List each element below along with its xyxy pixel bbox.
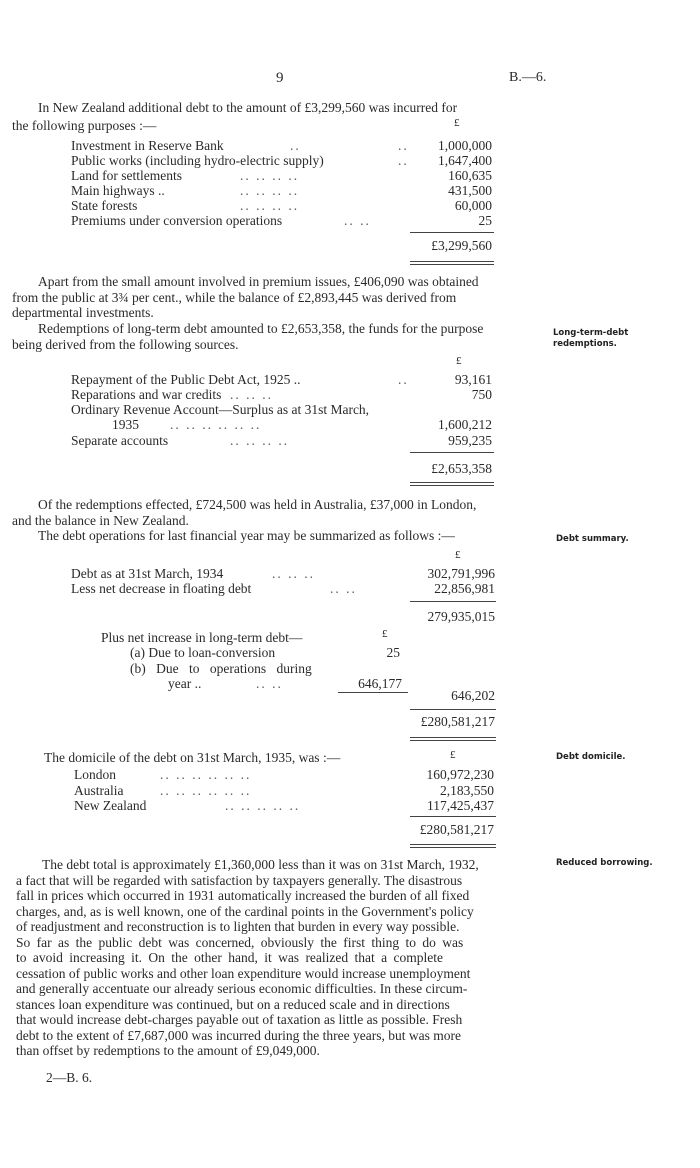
sidenote-line: redemptions. <box>553 339 617 349</box>
summary-currency: £ <box>455 549 461 561</box>
domicile-label: Australia <box>74 783 124 798</box>
summary-grand-total: £280,581,217 <box>420 714 495 729</box>
leader-dots: .. .. .. .. .. .. <box>160 783 252 798</box>
summary-amount: 22,856,981 <box>434 581 495 596</box>
domicile-amount: 117,425,437 <box>427 798 494 813</box>
inner-currency: £ <box>382 628 388 640</box>
leader-dots: .. .. <box>330 581 357 596</box>
purpose-label: Premiums under conversion operations <box>71 213 283 228</box>
total-rule <box>410 709 496 710</box>
para2-line: from the public at 3¾ per cent., while the balance of £2,893,445 was derived from <box>12 290 457 305</box>
domicile-currency: £ <box>450 749 456 761</box>
para3-line: Redemptions of long-term debt amounted to £2,653,358, the funds for the purpose <box>38 321 484 336</box>
leader-dots: .. .. <box>344 213 371 228</box>
leader-dots: .. .. .. .. .. .. <box>170 417 262 432</box>
total-rule <box>410 452 494 453</box>
final-line: to avoid increasing it. On the other hand, it was realized that a complete <box>16 950 443 965</box>
sources-total: £2,653,358 <box>431 461 492 476</box>
leader-dots: .. .. .. .. <box>240 168 300 183</box>
para2-line: departmental investments. <box>12 305 154 320</box>
total-double-rule <box>410 844 496 848</box>
para4-line: and the balance in New Zealand. <box>12 513 189 528</box>
source-amount: 93,161 <box>454 372 492 387</box>
summary-subtotal: 279,935,015 <box>427 609 495 624</box>
final-line: charges, and, as is well known, one of the cardinal points in the Government's policy <box>16 904 474 919</box>
purpose-amount: 60,000 <box>454 198 492 213</box>
leader-dots: .. .. .. .. <box>240 183 300 198</box>
para2-line: Apart from the small amount involved in premium issues, £406,090 was obtained <box>38 274 479 289</box>
source-label: Ordinary Revenue Account—Surplus as at 31st March, <box>71 402 370 417</box>
total-double-rule <box>410 737 496 741</box>
plus-label: Plus net increase in long-term debt— <box>101 630 303 645</box>
purpose-label: Public works (including hydro-electric supply) <box>71 153 324 168</box>
leader-dots: .. .. .. <box>230 387 273 402</box>
leader-dots: .. <box>398 372 409 387</box>
intro-line-1: In New Zealand additional debt to the amount of £3,299,560 was incurred for <box>38 100 458 115</box>
purpose-amount: 431,500 <box>448 183 492 198</box>
leader-dots: .. <box>398 138 409 153</box>
due-a-label: (a) Due to loan-conversion <box>130 645 276 660</box>
source-label: Separate accounts <box>71 433 169 448</box>
summary-label: Less net decrease in floating debt <box>71 581 252 596</box>
summary-label: Debt as at 31st March, 1934 <box>71 566 224 581</box>
leader-dots: .. <box>290 138 301 153</box>
source-amount: 1,600,212 <box>438 417 492 432</box>
footer-signature: 2—B. 6. <box>46 1070 93 1085</box>
domicile-intro: The domicile of the debt on 31st March, 1935, was :— <box>44 750 341 765</box>
final-line: a fact that will be regarded with satisfaction by taxpayers generally. The disastrous <box>16 873 463 888</box>
final-line: of readjustment and reconstruction is to lighten that burden in every way possible. <box>16 919 460 934</box>
leader-dots: .. <box>398 153 409 168</box>
leader-dots: .. .. .. .. .. <box>225 798 301 813</box>
para3-line: being derived from the following sources. <box>12 337 239 352</box>
due-b-line-1: (b) Due to operations during <box>130 661 312 676</box>
final-line: fall in prices which occurred in 1931 automatically increased the burden of all fixed <box>16 888 470 903</box>
final-line: and generally accentuate our already serious economic difficulties. In these circum- <box>16 981 468 996</box>
final-line: So far as the public debt was concerned, obviously the first thing to do was <box>16 935 464 950</box>
domicile-label: London <box>74 767 116 782</box>
leader-dots: .. .. .. <box>272 566 315 581</box>
sidenote-debt-domicile: Debt domicile. <box>556 752 626 762</box>
final-line: The debt total is approximately £1,360,000 less than it was on 31st March, 1932, <box>42 857 479 872</box>
final-line: debt to the extent of £7,687,000 was incurred during the three years, but was more <box>16 1028 461 1043</box>
source-label: 1935 <box>112 417 139 432</box>
purpose-label: Land for settlements <box>71 168 182 183</box>
purpose-label: State forests <box>71 198 138 213</box>
leader-dots: .. .. .. .. .. .. <box>160 767 252 782</box>
final-line: than offset by redemptions to the amount of £9,049,000. <box>16 1043 320 1058</box>
source-amount: 750 <box>471 387 492 402</box>
purpose-amount: 160,635 <box>448 168 492 183</box>
due-b-amount: 646,177 <box>358 676 402 691</box>
para4-line: The debt operations for last financial year may be summarized as follows :— <box>38 528 455 543</box>
page-number: 9 <box>276 70 284 86</box>
purposes-currency: £ <box>454 117 460 129</box>
para4-line: Of the redemptions effected, £724,500 was held in Australia, £37,000 in London, <box>38 497 477 512</box>
domicile-label: New Zealand <box>74 798 147 813</box>
purpose-label: Main highways .. <box>71 183 165 198</box>
total-double-rule <box>410 482 494 486</box>
document-ref: B.—6. <box>509 70 547 85</box>
sidenote-line: Long-term-debt <box>553 328 629 338</box>
final-line: that would increase debt-charges payable out of taxation as little as possible. Fresh <box>16 1012 463 1027</box>
purpose-label: Investment in Reserve Bank <box>71 138 224 153</box>
purpose-amount: 25 <box>478 213 492 228</box>
leader-dots: .. .. <box>256 676 283 691</box>
subtotal-rule <box>410 601 496 602</box>
source-label: Reparations and war credits <box>71 387 222 402</box>
purpose-amount: 1,647,400 <box>438 153 492 168</box>
domicile-amount: 160,972,230 <box>426 767 494 782</box>
source-amount: 959,235 <box>448 433 492 448</box>
source-label: Repayment of the Public Debt Act, 1925 .. <box>71 372 301 387</box>
purposes-total: £3,299,560 <box>431 238 492 253</box>
total-rule <box>410 232 494 233</box>
due-a-amount: 25 <box>386 645 400 660</box>
due-b-line-2: year .. <box>168 676 202 691</box>
final-line: stances loan expenditure was continued, but on a reduced scale and in directions <box>16 997 450 1012</box>
leader-dots: .. .. .. .. <box>230 433 290 448</box>
plus-total: 646,202 <box>451 688 495 703</box>
sidenote-reduced-borrowing: Reduced borrowing. <box>556 858 653 868</box>
final-line: cessation of public works and other loan expenditure would increase unemployment <box>16 966 471 981</box>
domicile-amount: 2,183,550 <box>440 783 494 798</box>
summary-amount: 302,791,996 <box>427 566 495 581</box>
purpose-amount: 1,000,000 <box>438 138 492 153</box>
intro-line-2: the following purposes :— <box>12 118 157 133</box>
total-rule <box>410 816 496 817</box>
sources-currency: £ <box>456 355 462 367</box>
sidenote-debt-summary: Debt summary. <box>556 534 629 544</box>
leader-dots: .. .. .. .. <box>240 198 300 213</box>
total-double-rule <box>410 261 494 265</box>
domicile-total: £280,581,217 <box>419 822 494 837</box>
sidenote-long-term <box>553 328 628 350</box>
